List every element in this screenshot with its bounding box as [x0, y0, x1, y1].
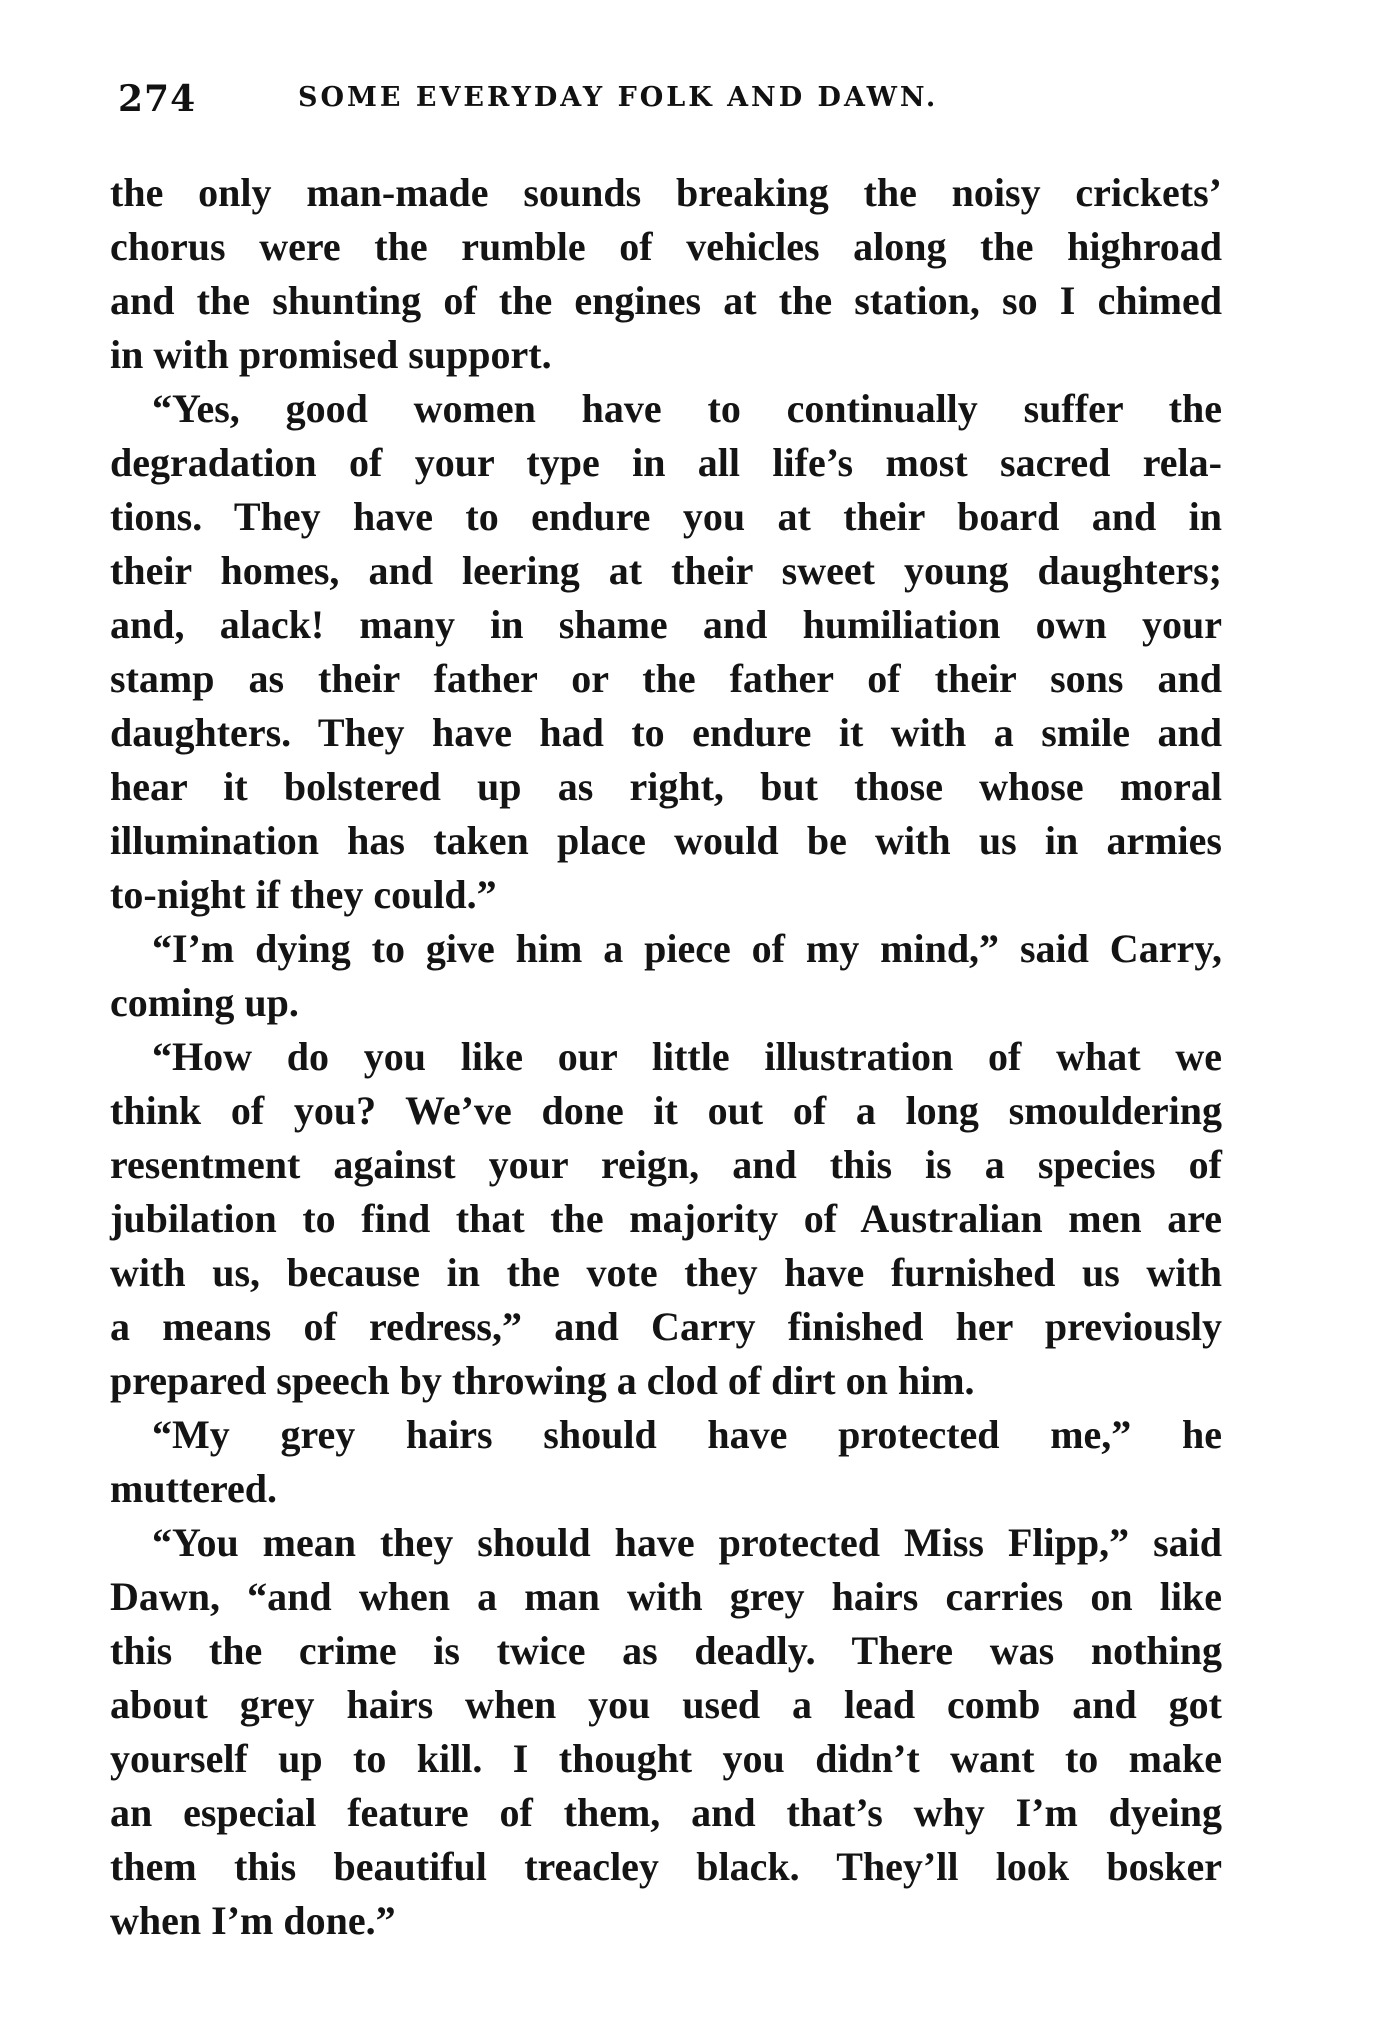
text-line: muttered.	[110, 1466, 277, 1511]
text-line: when I’m done.”	[110, 1898, 396, 1943]
text-line: resentment against your reign, and this is a species of	[110, 1142, 1222, 1187]
text-line: with us, because in the vote they have furnished us with	[110, 1250, 1222, 1295]
text-line: about grey hairs when you used a lead comb and got	[110, 1682, 1222, 1727]
page-header	[118, 78, 1218, 128]
text-line: the only man-made sounds breaking the noisy crickets’	[110, 170, 1222, 215]
text-line: “My grey hairs should have protected me,” he	[152, 1412, 1222, 1457]
text-line: their homes, and leering at their sweet young daughters;	[110, 548, 1222, 593]
text-line: a means of redress,” and Carry finished her previously	[110, 1304, 1222, 1349]
text-line: chorus were the rumble of vehicles along the highroad	[110, 224, 1222, 269]
text-line: them this beautiful treacley black. They’ll look bosker	[110, 1844, 1222, 1889]
text-line: and, alack! many in shame and humiliation own your	[110, 602, 1222, 647]
text-line: an especial feature of them, and that’s why I’m dyeing	[110, 1790, 1222, 1835]
page-number: 274	[118, 78, 197, 120]
text-line: think of you? We’ve done it out of a long smouldering	[110, 1088, 1222, 1133]
text-line: in with promised support.	[110, 332, 552, 377]
text-line: this the crime is twice as deadly. There was nothing	[110, 1628, 1222, 1673]
text-line: prepared speech by throwing a clod of dirt on him.	[110, 1358, 975, 1403]
text-line: yourself up to kill. I thought you didn’t want to make	[110, 1736, 1222, 1781]
text-line: stamp as their father or the father of their sons and	[110, 656, 1222, 701]
text-line: daughters. They have had to endure it with a smile and	[110, 710, 1222, 755]
text-line: “I’m dying to give him a piece of my mind,” said Carry,	[152, 926, 1222, 971]
text-line: to-night if they could.”	[110, 872, 497, 917]
text-line: degradation of your type in all life’s most sacred rela-	[110, 440, 1222, 485]
text-line: “Yes, good women have to continually suffer the	[152, 386, 1222, 431]
text-line: Dawn, “and when a man with grey hairs carries on like	[110, 1574, 1222, 1619]
text-line: hear it bolstered up as right, but those whose moral	[110, 764, 1222, 809]
body-text	[110, 166, 1222, 1948]
running-title: SOME EVERYDAY FOLK AND DAWN.	[298, 82, 939, 113]
text-line: “How do you like our little illustration of what we	[152, 1034, 1222, 1079]
text-line: illumination has taken place would be with us in armies	[110, 818, 1222, 863]
text-line: and the shunting of the engines at the station, so I chimed	[110, 278, 1222, 323]
text-line: jubilation to find that the majority of Australian men are	[110, 1196, 1222, 1241]
text-line: coming up.	[110, 980, 299, 1025]
text-line: tions. They have to endure you at their board and in	[110, 494, 1222, 539]
text-line: “You mean they should have protected Miss Flipp,” said	[152, 1520, 1222, 1565]
